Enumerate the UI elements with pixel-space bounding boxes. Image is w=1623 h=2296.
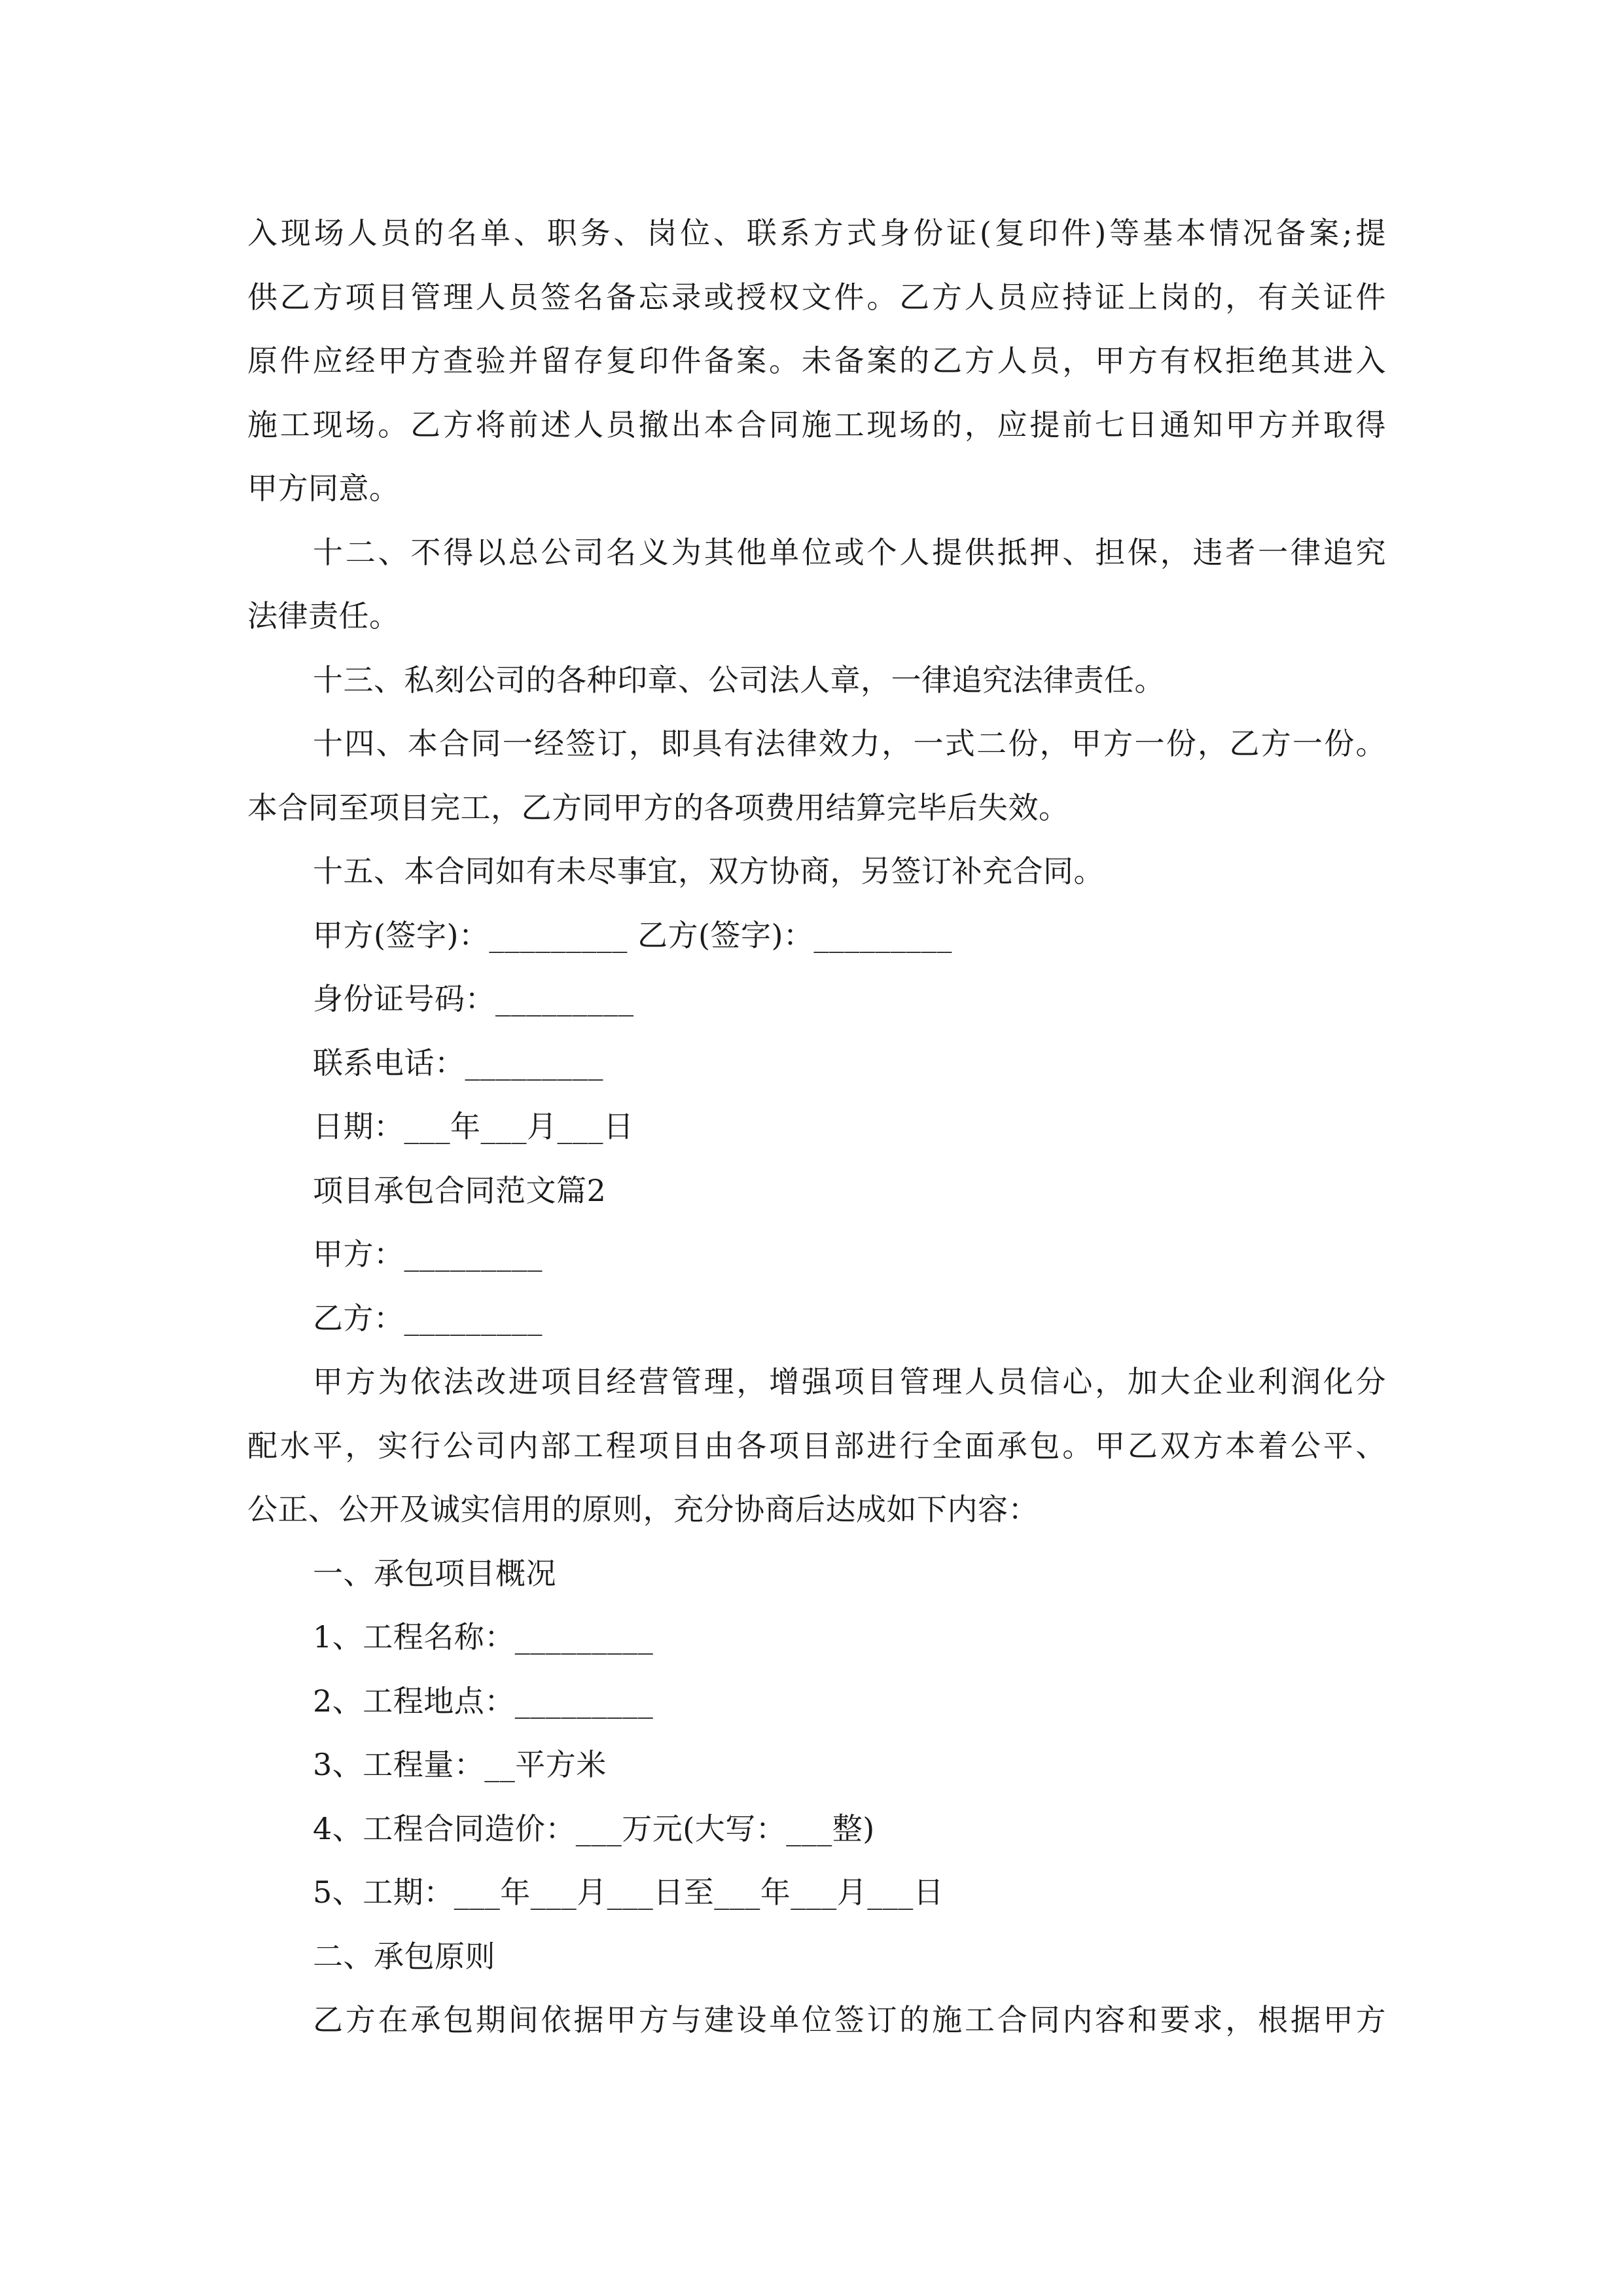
text-line: 本合同至项目完工，乙方同甲方的各项费用结算完毕后失效。	[247, 789, 1069, 825]
text-line: 施工现场。乙方将前述人员撤出本合同施工现场的，应提前七日通知甲方并取得	[247, 406, 1386, 442]
id-number-line: 身份证号码：_________	[313, 981, 634, 1016]
clause-15: 十五、本合同如有未尽事宜，双方协商，另签订补充合同。	[313, 853, 1104, 889]
text-line: 乙方在承包期间依据甲方与建设单位签订的施工合同内容和要求，根据甲方	[313, 2002, 1386, 2037]
party-a-line: 甲方：_________	[313, 1236, 543, 1272]
text-line: 入现场人员的名单、职务、岗位、联系方式身份证(复印件)等基本情况备案;提	[247, 215, 1386, 251]
project-location-line: 2、工程地点：_________	[313, 1683, 654, 1719]
text-line: 法律责任。	[247, 598, 400, 634]
duration-line: 5、工期：___年___月___日至___年___月___日	[313, 1874, 944, 1910]
section-title: 项目承包合同范文篇2	[313, 1172, 607, 1208]
date-line: 日期：___年___月___日	[313, 1109, 634, 1144]
party-b-line: 乙方：_________	[313, 1300, 543, 1336]
heading-principles: 二、承包原则	[313, 1938, 495, 1974]
text-line: 原件应经甲方查验并留存复印件备案。未备案的乙方人员，甲方有权拒绝其进入	[247, 343, 1386, 378]
text-line: 公正、公开及诚实信用的原则，充分协商后达成如下内容：	[247, 1492, 1039, 1527]
intro-paragraph: 甲方为依法改进项目经营管理，增强项目管理人员信心，加大企业利润化分	[313, 1364, 1386, 1399]
clause-14: 十四、本合同一经签订，即具有法律效力，一式二份，甲方一份，乙方一份。	[313, 726, 1386, 761]
document-body	[247, 202, 1386, 2053]
project-quantity-line: 3、工程量：__平方米	[313, 1747, 607, 1782]
signature-line: 甲方(签字)：_________ 乙方(签字)：_________	[313, 917, 952, 953]
clause-12: 十二、不得以总公司名义为其他单位或个人提供抵押、担保，违者一律追究	[313, 534, 1386, 570]
text-line: 配水平，实行公司内部工程项目由各项目部进行全面承包。甲乙双方本着公平、	[247, 1427, 1386, 1463]
contract-price-line: 4、工程合同造价：___万元(大写：___整)	[313, 1810, 875, 1846]
text-line: 甲方同意。	[247, 471, 400, 506]
phone-line: 联系电话：_________	[313, 1045, 603, 1081]
text-line: 供乙方项目管理人员签名备忘录或授权文件。乙方人员应持证上岗的，有关证件	[247, 279, 1386, 315]
clause-13: 十三、私刻公司的各种印章、公司法人章，一律追究法律责任。	[313, 662, 1165, 698]
project-name-line: 1、工程名称：_________	[313, 1619, 654, 1655]
heading-project-overview: 一、承包项目概况	[313, 1555, 556, 1591]
